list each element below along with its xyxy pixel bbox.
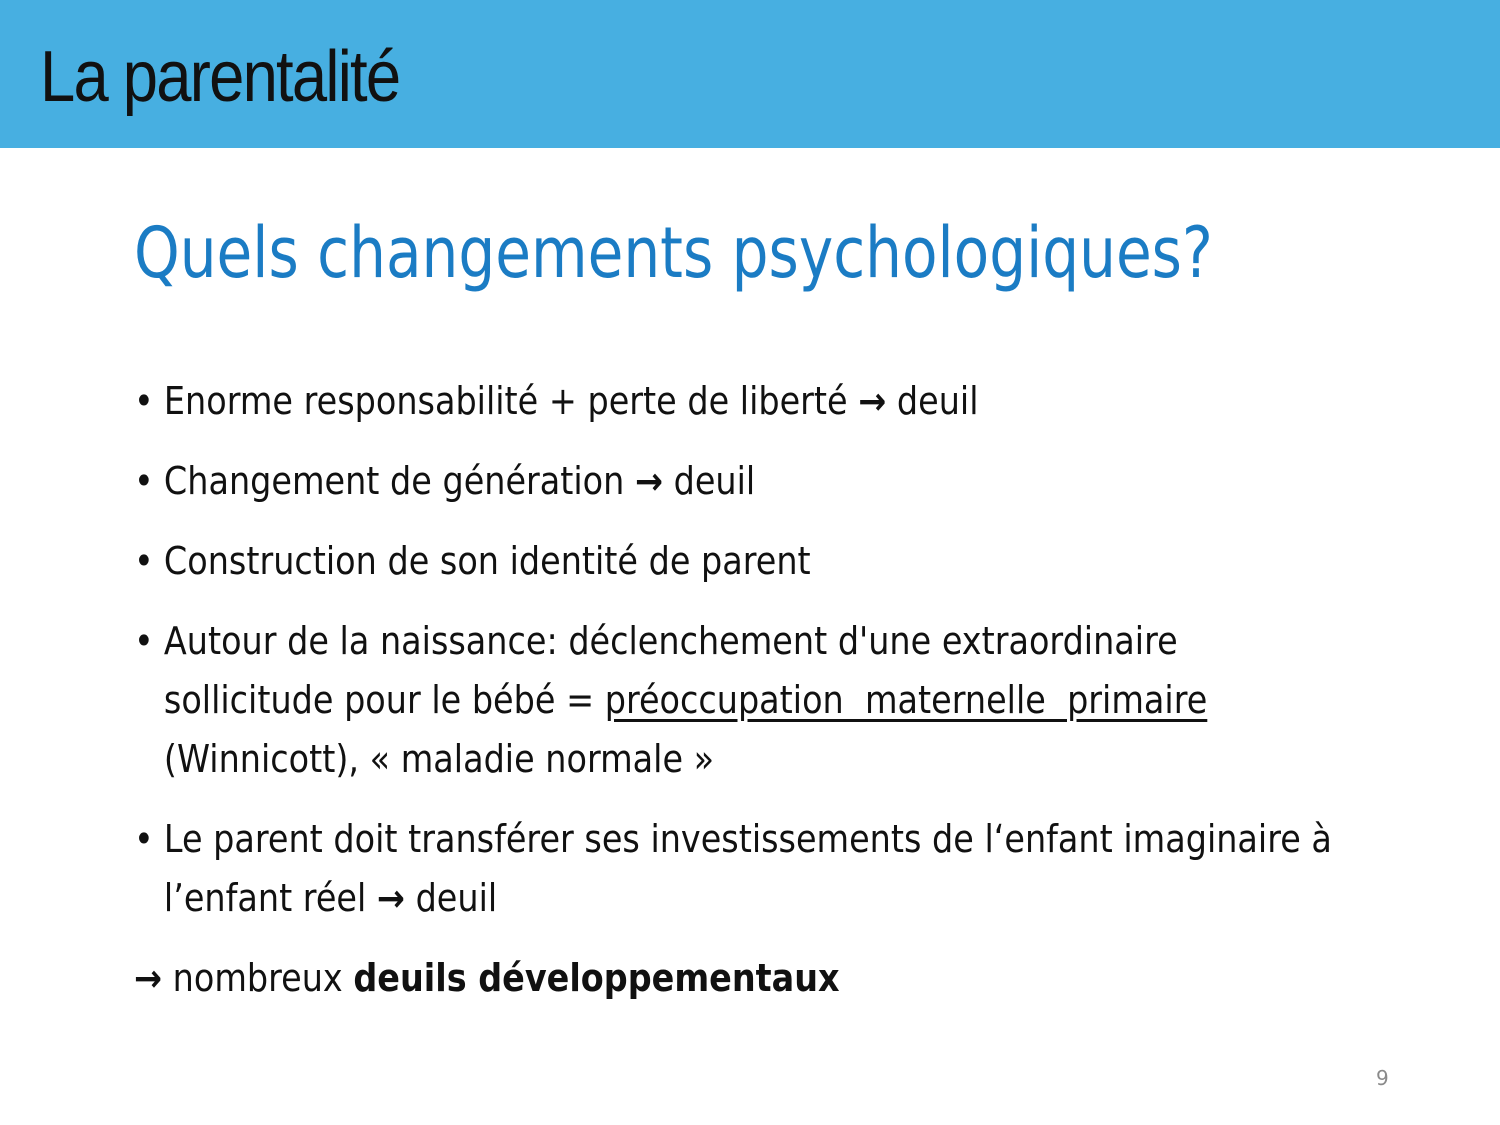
bullet-list bbox=[134, 372, 1340, 1029]
bullet-item bbox=[134, 810, 1340, 928]
underlined-term: préoccupation maternelle primaire bbox=[604, 678, 1208, 722]
bullet-text: Le parent doit transférer ses investissements de l‘enfant imaginaire à l’enfant réel bbox=[163, 817, 1332, 920]
conclusion-prefix: nombreux bbox=[172, 956, 343, 1000]
bullet-text-after: (Winnicott), « maladie normale » bbox=[163, 737, 715, 781]
bullet-text: Construction de son identité de parent bbox=[163, 539, 811, 583]
bullet-text: Enorme responsabilité + perte de liberté bbox=[163, 379, 848, 423]
header-band bbox=[0, 0, 1500, 148]
conclusion-line bbox=[134, 949, 1340, 1008]
bullet-suffix: deuil bbox=[673, 459, 756, 503]
bullet-item bbox=[134, 612, 1340, 789]
conclusion-emphasis: deuils développementaux bbox=[353, 956, 840, 1000]
arrow-icon: → bbox=[376, 876, 405, 920]
section-title: La parentalité bbox=[40, 37, 400, 117]
bullet-text: Autour de la naissance: déclenchement d'une extraordinaire sollicitude pour le bébé = bbox=[163, 619, 1178, 722]
bullet-suffix: deuil bbox=[896, 379, 979, 423]
bullet-text: Changement de génération bbox=[163, 459, 625, 503]
bullet-item bbox=[134, 452, 1340, 511]
slide-heading: Quels changements psychologiques? bbox=[134, 212, 1213, 294]
bullet-item bbox=[134, 532, 1340, 591]
bullet-suffix: deuil bbox=[415, 876, 498, 920]
arrow-icon: → bbox=[134, 956, 163, 1000]
page-number: 9 bbox=[1376, 1066, 1389, 1090]
bullet-item bbox=[134, 372, 1340, 431]
arrow-icon: → bbox=[634, 459, 663, 503]
arrow-icon: → bbox=[858, 379, 887, 423]
